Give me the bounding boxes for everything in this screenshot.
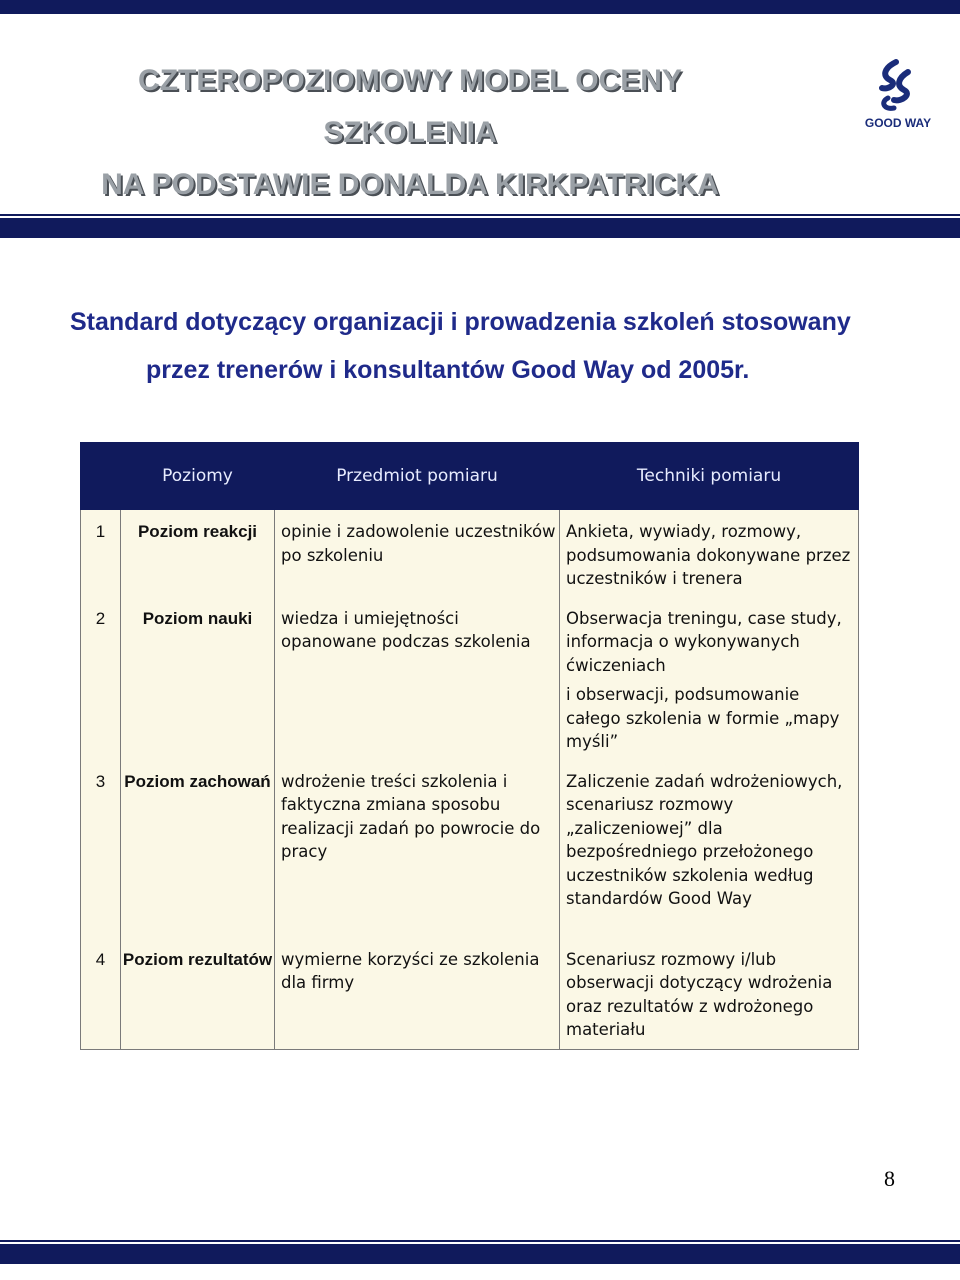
row-technique bbox=[560, 510, 859, 597]
table-header-row bbox=[81, 443, 859, 510]
title-line-1: CZTEROPOZIOMOWY MODEL OCENY bbox=[138, 64, 682, 97]
row-level: Poziom rezultatów bbox=[121, 938, 275, 1050]
header-num bbox=[81, 443, 121, 510]
row-level: Poziom nauki bbox=[121, 597, 275, 760]
row-subject: wdrożenie treści szkolenia i faktyczna zmiana sposobu realizacji zadań po powrocie do pracy bbox=[275, 760, 560, 938]
row-technique bbox=[560, 597, 859, 760]
logo-swirl-icon bbox=[858, 58, 938, 114]
row-subject: opinie i zadowolenie uczestników po szkoleniu bbox=[275, 510, 560, 597]
table-row bbox=[81, 597, 859, 760]
subtitle-line-1: Standard dotyczący organizacji i prowadzenia szkoleń stosowany bbox=[70, 308, 851, 336]
divider-band bbox=[0, 218, 960, 238]
logo-text: GOOD WAY bbox=[864, 116, 932, 130]
row-technique bbox=[560, 760, 859, 938]
technique-text: i obserwacji, podsumowanie całego szkolenia w formie „mapy myśli” bbox=[566, 685, 840, 751]
technique-text: Zaliczenie zadań wdrożeniowych, scenariusz rozmowy „zaliczeniowej” dla bezpośredniego przełożonego uczestników szkolenia według standardów Good Way bbox=[566, 771, 843, 908]
subtitle bbox=[70, 298, 960, 394]
header-techniques: Techniki pomiaru bbox=[560, 443, 859, 510]
evaluation-table-wrap bbox=[80, 442, 858, 1050]
table-row bbox=[81, 938, 859, 1050]
row-subject: wymierne korzyści ze szkolenia dla firmy bbox=[275, 938, 560, 1050]
row-number: 3 bbox=[95, 771, 106, 791]
row-number: 2 bbox=[95, 608, 106, 628]
top-band bbox=[0, 0, 960, 14]
title-line-2: SZKOLENIA bbox=[323, 116, 497, 149]
divider-line bbox=[0, 214, 960, 216]
table-row bbox=[81, 510, 859, 597]
row-technique bbox=[560, 938, 859, 1050]
row-level: Poziom zachowań bbox=[121, 760, 275, 938]
technique-text: Scenariusz rozmowy i/lub obserwacji dotyczący wdrożenia oraz rezultatów z wdrożonego materiału bbox=[566, 949, 833, 1039]
row-number: 4 bbox=[95, 949, 106, 969]
technique-text: Ankieta, wywiady, rozmowy, podsumowania dokonywane przez uczestników i trenera bbox=[566, 522, 851, 588]
subtitle-line-2: przez trenerów i konsultantów Good Way od 2005r. bbox=[146, 356, 750, 384]
header-subject: Przedmiot pomiaru bbox=[275, 443, 560, 510]
technique-text: Obserwacja treningu, case study, informacja o wykonywanych ćwiczeniach bbox=[566, 608, 842, 675]
title-line-3: NA PODSTAWIE DONALDA KIRKPATRICKA bbox=[101, 168, 719, 201]
row-subject: wiedza i umiejętności opanowane podczas szkolenia bbox=[275, 597, 560, 760]
good-way-logo bbox=[858, 58, 938, 138]
footer-line bbox=[0, 1240, 960, 1242]
page-number: 8 bbox=[884, 1166, 895, 1191]
footer-band bbox=[0, 1244, 960, 1264]
table-row bbox=[81, 760, 859, 938]
row-number: 1 bbox=[95, 522, 106, 541]
header-levels: Poziomy bbox=[121, 443, 275, 510]
row-level: Poziom reakcji bbox=[121, 510, 275, 597]
page-title bbox=[0, 55, 820, 211]
evaluation-table bbox=[80, 442, 859, 1050]
